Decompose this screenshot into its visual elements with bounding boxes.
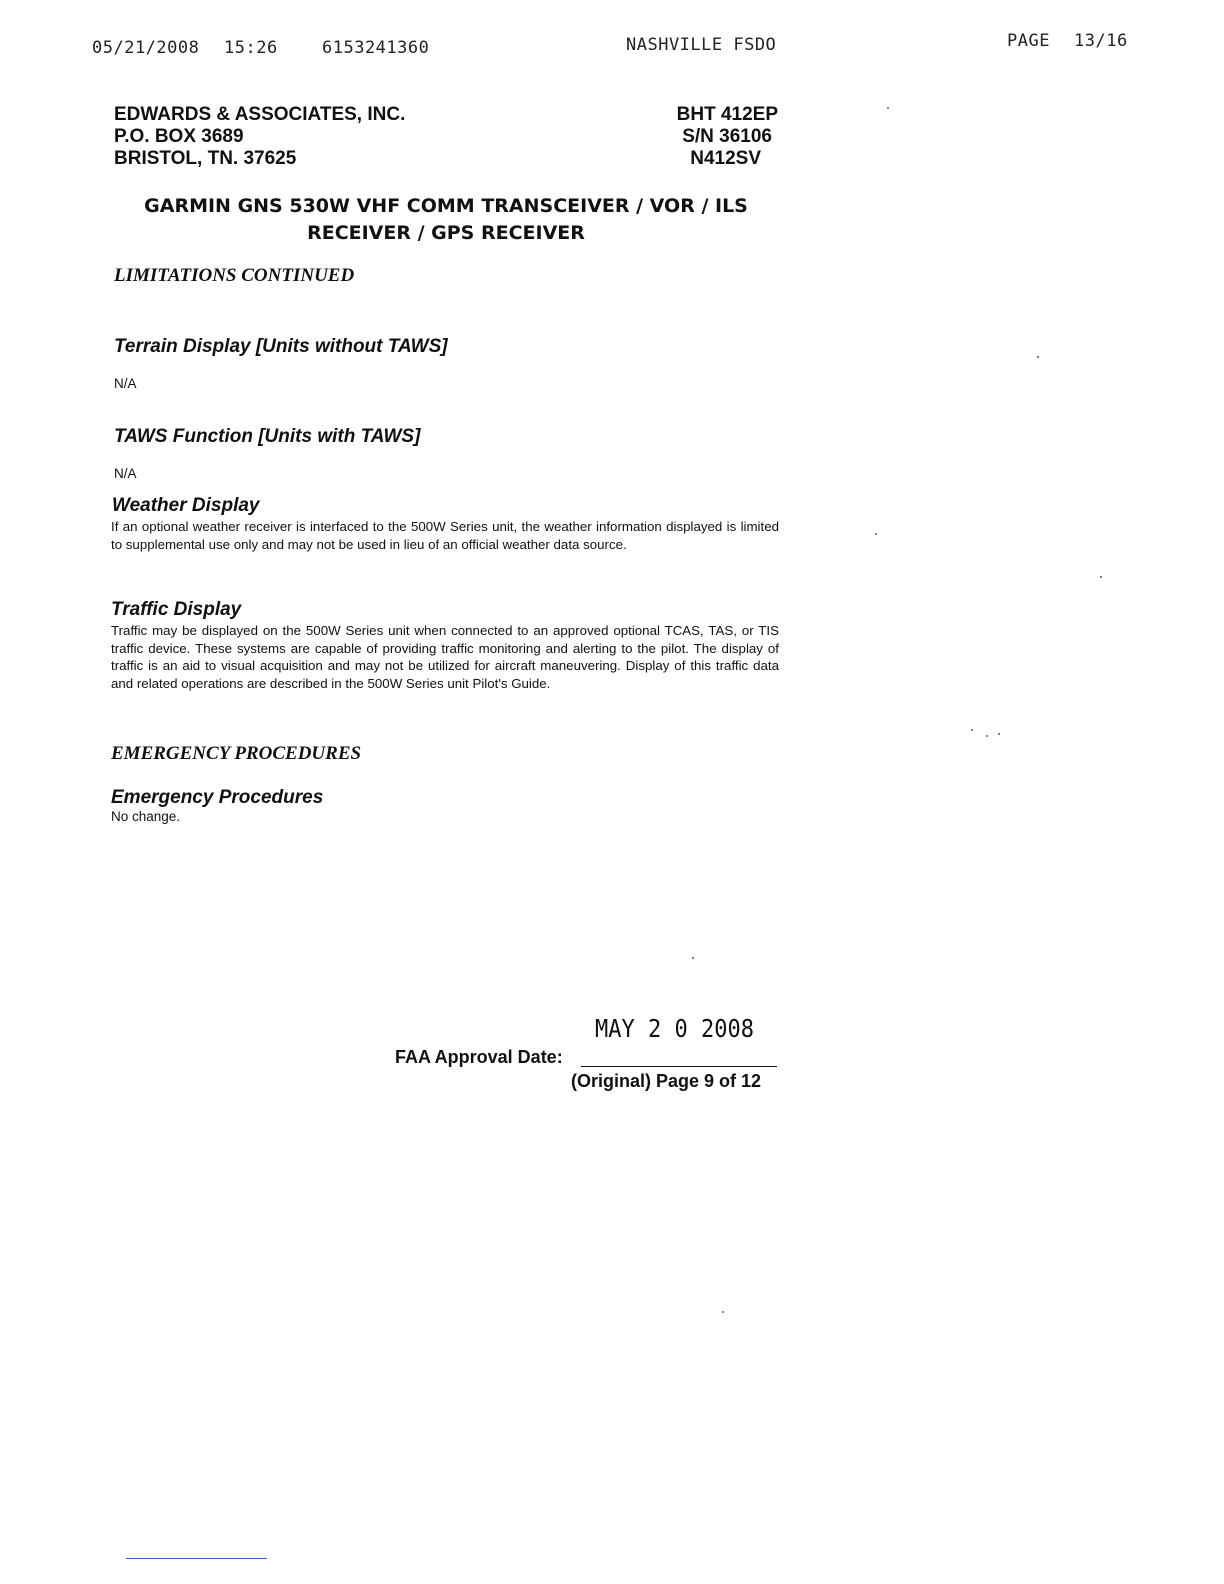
scan-speck [1100, 576, 1102, 578]
document-title-line2: RECEIVER / GPS RECEIVER [307, 222, 585, 244]
scan-edge-line [126, 1558, 267, 1559]
fax-page-number: 13/16 [1074, 31, 1128, 51]
fax-page-label: PAGE [1007, 31, 1050, 51]
approval-stamp-date: MAY 2 0 2008 [595, 1015, 754, 1044]
fax-number: 6153241360 [322, 38, 430, 58]
approval-date-label: FAA Approval Date: [395, 1047, 563, 1067]
scan-speck [875, 533, 877, 535]
scan-speck [998, 733, 1000, 735]
weather-heading: Weather Display [112, 495, 260, 516]
company-city: BRISTOL, TN. 37625 [114, 148, 297, 169]
aircraft-serial: S/N 36106 [682, 126, 772, 147]
scan-speck [971, 729, 973, 731]
scan-speck [1037, 356, 1039, 358]
limitations-heading: LIMITATIONS CONTINUED [114, 265, 355, 286]
emergency-heading: EMERGENCY PROCEDURES [111, 743, 362, 764]
scan-speck [722, 1311, 724, 1313]
taws-text: N/A [114, 466, 137, 481]
scan-speck [692, 957, 694, 959]
approval-page: (Original) Page 9 of 12 [571, 1071, 762, 1091]
fax-time: 15:26 [224, 38, 278, 58]
emergency-text: No change. [111, 809, 181, 824]
terrain-text: N/A [114, 376, 137, 391]
fax-office: NASHVILLE FSDO [626, 35, 777, 55]
terrain-heading: Terrain Display [Units without TAWS] [114, 336, 448, 357]
taws-heading: TAWS Function [Units with TAWS] [114, 426, 421, 447]
emergency-subheading: Emergency Procedures [111, 787, 324, 808]
document-title-line1: GARMIN GNS 530W VHF COMM TRANSCEIVER / VOR / ILS [144, 195, 748, 217]
company-box: P.O. BOX 3689 [114, 126, 244, 147]
scan-speck [986, 735, 988, 737]
traffic-heading: Traffic Display [111, 599, 242, 620]
aircraft-registration: N412SV [690, 148, 761, 169]
weather-text: If an optional weather receiver is interfaced to the 500W Series unit, the weather information displayed is limited to supplemental use only and may not be used in lieu of an official weather data source. [111, 519, 779, 552]
scan-speck [887, 107, 889, 109]
aircraft-model: BHT 412EP [676, 104, 778, 125]
fax-date: 05/21/2008 [92, 38, 200, 58]
approval-date-underline [581, 1066, 777, 1067]
company-name: EDWARDS & ASSOCIATES, INC. [114, 104, 406, 125]
traffic-text: Traffic may be displayed on the 500W Series unit when connected to an approved optional TCAS, TAS, or TIS traffic device. These systems are capable of providing traffic monitoring and alerting to the pilot. The display of traffic is an aid to visual acquisition and may not be utilized for aircraft maneuvering. Display of this traffic data and related operations are described in the 500W Series unit Pilot's Guide. [111, 623, 779, 691]
